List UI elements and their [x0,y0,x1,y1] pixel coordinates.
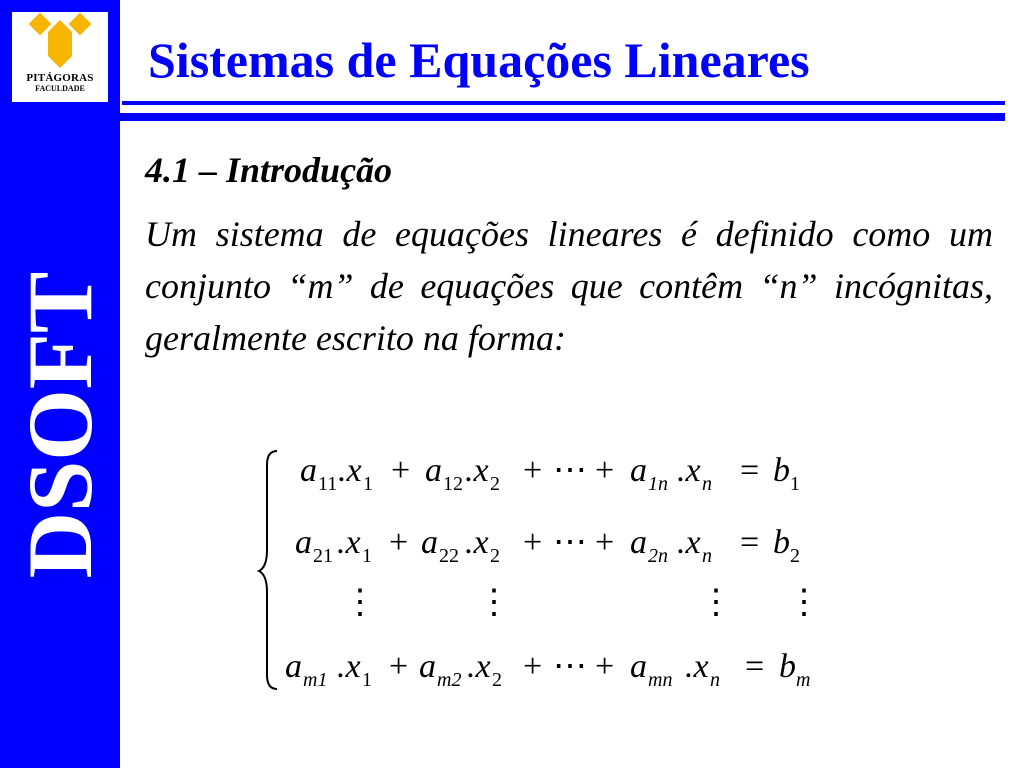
coef-a: a [421,524,438,561]
coef-subscript: 12 [443,473,463,495]
vdots-col-4: ⋮ [787,584,821,621]
vertical-ellipsis-row [343,584,821,621]
const-subscript: m [796,669,811,691]
coef-subscript: 21 [313,545,333,567]
section-heading: 4.1 – Introdução [145,150,393,190]
var-x: .x [465,524,489,561]
var-x: .x [467,648,491,685]
var-subscript: 2 [490,545,500,567]
coef-a: a [630,524,647,561]
equation-row-1 [300,452,800,495]
coef-subscript: m1 [303,669,328,691]
ellipsis: ⋯ [553,452,587,489]
plus-sign: + [523,452,543,489]
var-subscript: 1 [362,669,372,691]
plus-sign: + [391,452,411,489]
coef-a: a [419,648,436,685]
plus-sign: + [595,524,615,561]
vdots-col-2: ⋮ [477,584,511,621]
var-subscript: n [702,545,712,567]
coef-a: a [295,524,312,561]
var-x: .x [677,452,701,489]
var-x: .x [338,452,362,489]
coef-subscript: 11 [318,473,338,495]
slide-title: Sistemas de Equações Lineares [148,32,810,88]
plus-sign: + [523,648,543,685]
equals-sign: = [745,648,765,685]
intro-paragraph: Um sistema de equações lineares é definido como um conjunto “m” de equações que contêm “n” incógnitas, geralmente escrito na forma: [145,214,993,358]
title-underline-thin [122,101,1005,105]
var-x: .x [685,648,709,685]
var-x: .x [465,452,489,489]
plus-sign: + [389,524,409,561]
title-underline-thick [26,113,1005,121]
const-subscript: 2 [790,545,800,567]
var-x: .x [337,524,361,561]
plus-sign: + [389,648,409,685]
var-x: .x [677,524,701,561]
equation-row-2 [295,524,800,567]
logo-caption-line2: FACULDADE [35,84,85,93]
left-brace-icon [259,451,277,689]
coef-subscript: 1n [648,473,668,495]
vdots-col-1: ⋮ [343,584,377,621]
vdots-col-3: ⋮ [699,584,733,621]
coef-subscript: 2n [648,545,668,567]
logo-caption-line1: PITÁGORAS [26,72,94,84]
var-subscript: 1 [362,545,372,567]
const-subscript: 1 [790,473,800,495]
coef-a: a [425,452,442,489]
coef-a: a [285,648,302,685]
var-subscript: 2 [490,473,500,495]
const-b: b [779,648,796,685]
var-subscript: 1 [363,473,373,495]
equals-sign: = [740,524,760,561]
var-x: .x [337,648,361,685]
coef-subscript: 22 [439,545,459,567]
brand-vertical-text: DSOFT [9,271,111,579]
coef-a: a [300,452,317,489]
coef-a: a [630,452,647,489]
plus-sign: + [595,452,615,489]
const-b: b [773,452,790,489]
coef-subscript: mn [648,669,673,691]
equation-row-m [285,648,810,691]
coef-subscript: m2 [437,669,462,691]
plus-sign: + [595,648,615,685]
ellipsis: ⋯ [553,524,587,561]
ellipsis: ⋯ [553,648,587,685]
equals-sign: = [740,452,760,489]
plus-sign: + [523,524,543,561]
equation-system [255,445,835,695]
var-subscript: n [710,669,720,691]
const-b: b [773,524,790,561]
logo-caption [14,72,106,94]
var-subscript: n [702,473,712,495]
coef-a: a [630,648,647,685]
var-subscript: 2 [492,669,502,691]
